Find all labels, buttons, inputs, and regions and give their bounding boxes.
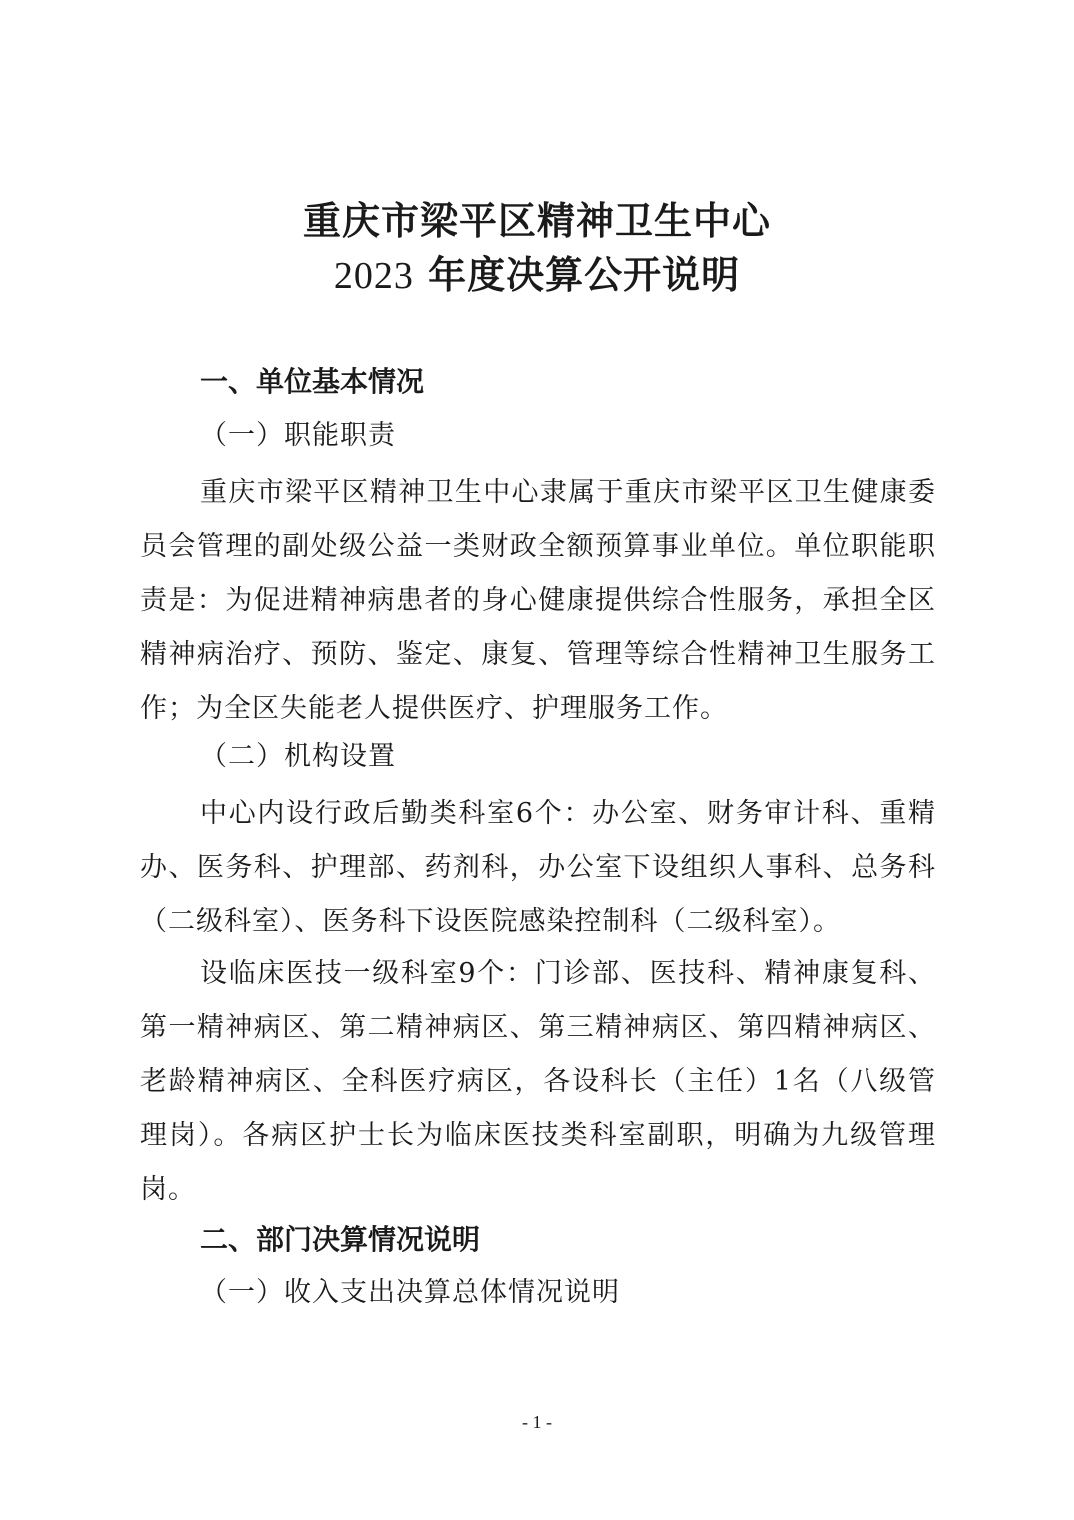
section-heading-1: 一、单位基本情况	[200, 365, 425, 398]
page-number: - 1 -	[522, 1412, 552, 1432]
paragraph-clinical-departments: 设临床医技一级科室9个：门诊部、医技科、精神康复科、第一精神病区、第二精神病区、第三精神病区、第四精神病区、老龄精神病区、全科医疗病区，各设科长（主任）1名（八级管理岗）。各病区护士长为临床医技类科室副职，明确为九级管理岗。	[140, 958, 936, 1205]
title-year: 2023	[333, 255, 414, 297]
document-title-line-2	[0, 250, 1074, 301]
subsection-heading-functions: （一）职能职责	[200, 420, 396, 451]
paragraph-functions: 重庆市梁平区精神卫生中心隶属于重庆市梁平区卫生健康委员会管理的副处级公益一类财政全额预算事业单位。单位职能职责是：为促进精神病患者的身心健康提供综合性服务，承担全区精神病治疗、预防、鉴定、康复、管理等综合性精神卫生服务工作；为全区失能老人提供医疗、护理服务工作。	[140, 477, 936, 724]
document-title-line-1: 重庆市梁平区精神卫生中心	[302, 199, 771, 243]
paragraph-admin-departments: 中心内设行政后勤类科室6个：办公室、财务审计科、重精办、医务科、护理部、药剂科，办公室下设组织人事科、总务科（二级科室）、医务科下设医院感染控制科（二级科室）。	[140, 798, 936, 937]
subsection-heading-structure: （二）机构设置	[200, 741, 396, 772]
subsection-heading-income-expense: （一）收入支出决算总体情况说明	[200, 1277, 620, 1308]
section-heading-2: 二、部门决算情况说明	[200, 1223, 481, 1256]
title-rest: 年度决算公开说明	[428, 253, 741, 297]
